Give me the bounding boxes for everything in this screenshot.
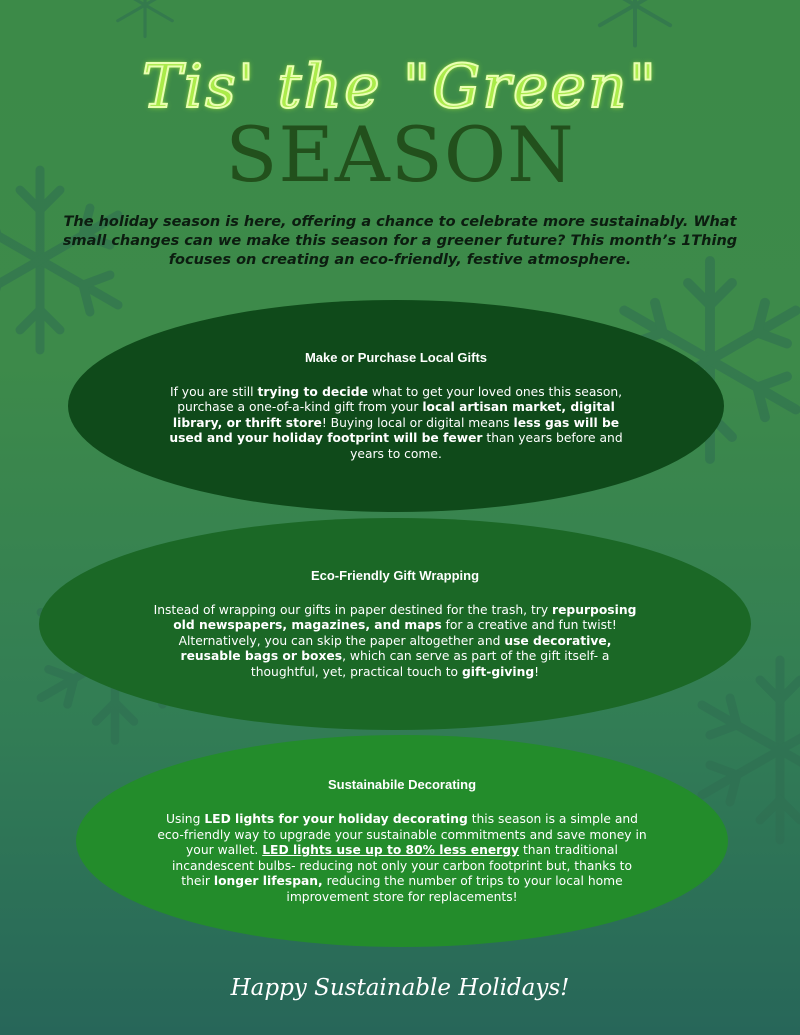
highlight-text: LED lights use up to 80% less energy: [262, 843, 520, 857]
tip-body: [156, 812, 648, 905]
body-text: , which can serve as part of the gift itself- a thoughtful, yet, practical touch to: [250, 649, 610, 679]
tip-body: [149, 603, 641, 681]
body-text: than traditional incandescent bulbs- reducing not only your carbon footprint but, thanks to their: [171, 843, 632, 888]
snowflake-icon: [110, 0, 180, 40]
bold-text: repurposing old newspapers, magazines, and maps: [173, 602, 637, 633]
body-text: than years before and years to come.: [350, 431, 623, 461]
intro-text: The holiday season is here, offering a chance to celebrate more sustainably. What small changes can we make this season for a greener future? This month’s 1Thing focuses on creating an eco-friendly, festive atmosphere.: [62, 214, 738, 268]
closing-message: Happy Sustainable Holidays!: [230, 975, 570, 1001]
body-text: for a creative and fun twist! Alternatively, you can skip the paper altogether and: [178, 618, 617, 648]
tip-body: [163, 385, 629, 463]
tip-title: Sustainabile Decorating: [327, 777, 477, 792]
bold-text: less gas will be used and your holiday footprint will be fewer: [169, 415, 620, 446]
bold-text: longer lifespan,: [213, 874, 323, 888]
body-text: reducing the number of trips to your local home improvement store for replacements!: [286, 874, 623, 904]
tip-title: Eco-Friendly Gift Wrapping: [310, 567, 480, 583]
tip-title: Make or Purchase Local Gifts: [304, 349, 488, 365]
bold-text: local artisan market, digital library, or thrift store: [172, 400, 615, 430]
main-title: SEASON: [225, 110, 575, 199]
body-text: Using: [165, 812, 205, 826]
tip-card-decorating: [76, 735, 728, 947]
body-text: If you are still: [169, 384, 258, 399]
body-text: this season is a simple and eco-friendly way to upgrade your sustainable commitments and save money in your wallet.: [157, 812, 647, 857]
bold-text: trying to decide: [257, 384, 368, 399]
snowflake-icon: [590, 0, 680, 50]
script-title: Tis' the "Green": [141, 52, 659, 122]
tip-card-gift-wrapping: [39, 518, 751, 730]
body-text: what to get your loved ones this season, purchase a one-of-a-kind gift from your: [177, 384, 623, 415]
body-text: Instead of wrapping our gifts in paper destined for the trash, try: [153, 602, 553, 617]
body-text: ! Buying local or digital means: [321, 415, 514, 430]
body-text: !: [534, 664, 540, 679]
bold-text: LED lights for your holiday decorating: [204, 812, 468, 826]
bold-text: use decorative, reusable bags or boxes: [180, 633, 612, 664]
bold-text: gift-giving: [461, 664, 535, 679]
tip-card-local-gifts: [68, 300, 724, 512]
